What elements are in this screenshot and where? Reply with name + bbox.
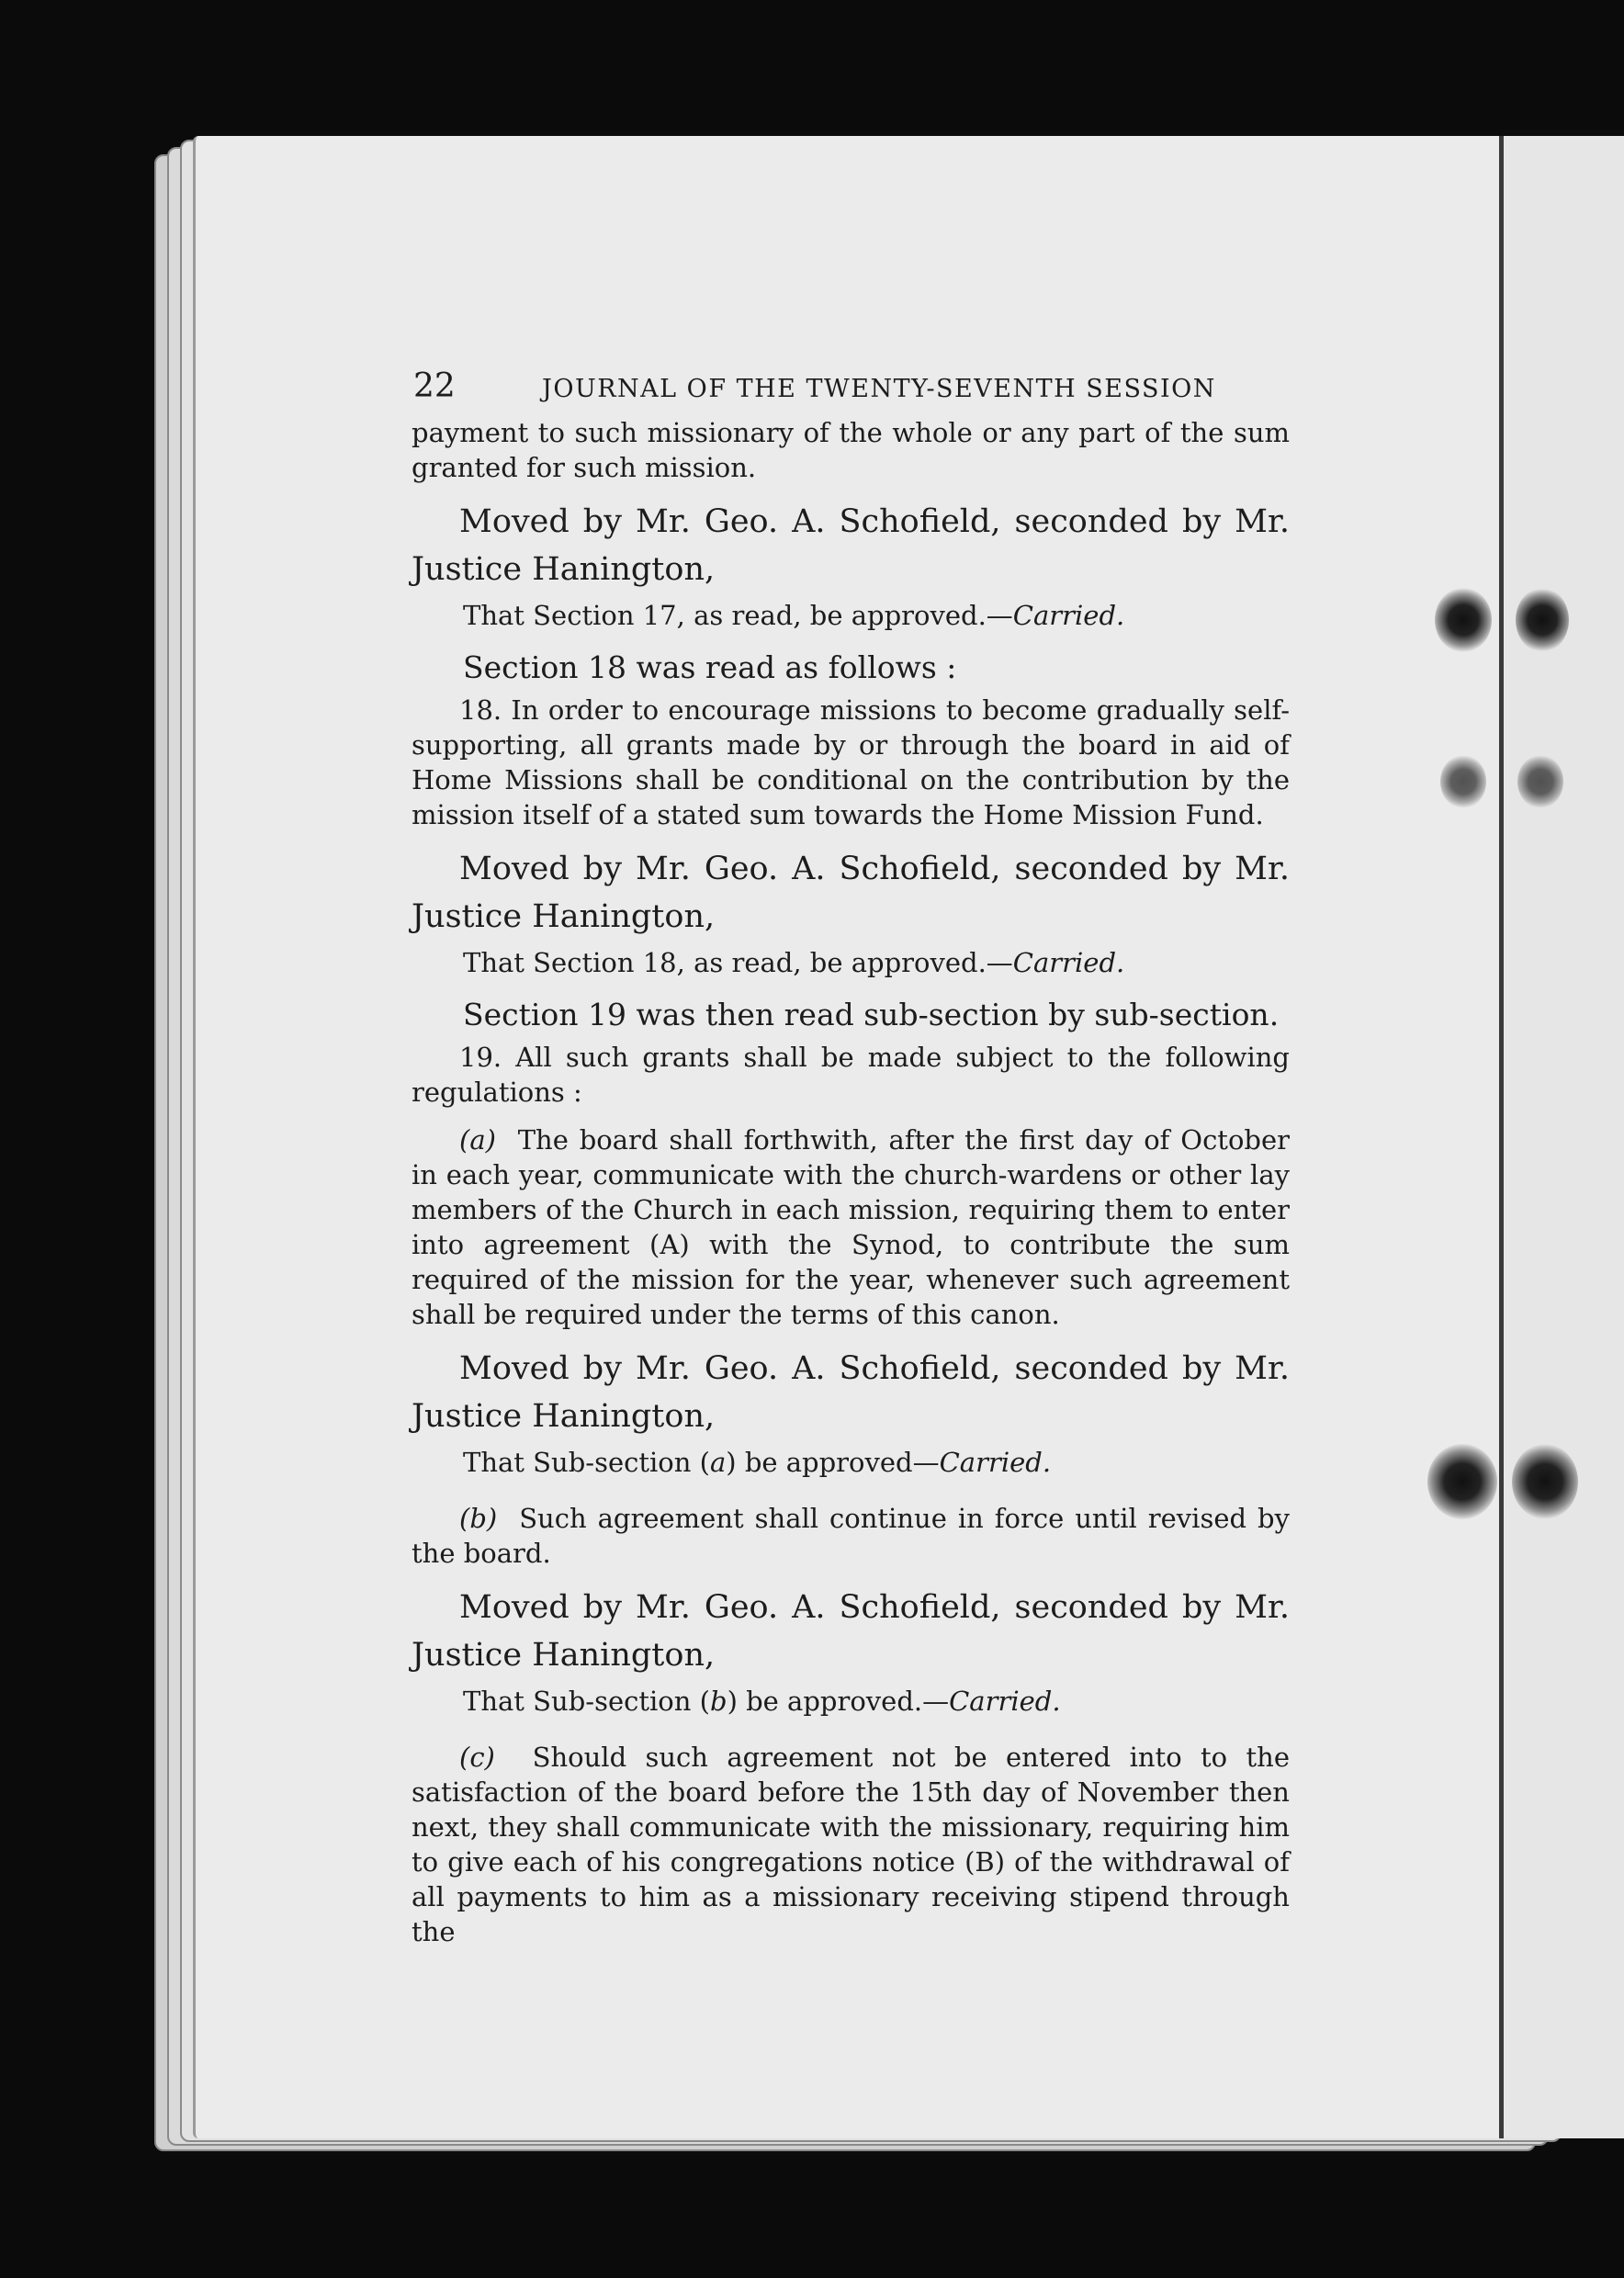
punch-hole <box>1516 588 1569 652</box>
facing-page-edge <box>1499 136 1624 2138</box>
resolution: That Sub-section (a) be approved—Carried. <box>463 1447 1052 1478</box>
punch-hole <box>1435 588 1492 652</box>
resolution-result: Carried. <box>939 1447 1052 1478</box>
punch-hole <box>1440 755 1486 808</box>
motion-paragraph: Moved by Mr. Geo. A. Schofield, seconded by Mr. Justice Hanington, <box>412 851 1290 935</box>
motion-paragraph: Moved by Mr. Geo. A. Schofield, seconded by Mr. Justice Hanington, <box>412 503 1290 588</box>
subsection-paragraph: (a) The board shall forthwith, after the first day of October in each year, communicate with the church-wardens or other lay members of the Church in each mission, requiring them to enter into agreement (A) with the Synod, to contribute the sum required of the mission for the year, whenever such agreement shall be required under the terms of this canon. <box>412 1124 1291 1330</box>
resolution: That Sub-section (b) be approved.—Carried. <box>463 1686 1061 1717</box>
resolution: That Section 18, as read, be approved.—Carried. <box>463 947 1125 978</box>
section-paragraph: 19. All such grants shall be made subject to the following regulations : <box>412 1042 1290 1108</box>
subsection-label: (b) <box>459 1503 498 1534</box>
subsection-label: (a) <box>459 1124 496 1156</box>
subsection-paragraph: (b) Such agreement shall continue in force until revised by the board. <box>412 1503 1290 1569</box>
page-text <box>412 367 1290 1949</box>
resolution-result: Carried. <box>949 1686 1061 1717</box>
punch-hole <box>1427 1444 1497 1519</box>
section-heading: Section 19 was then read sub-section by sub-section. <box>463 997 1280 1032</box>
motion-paragraph: Moved by Mr. Geo. A. Schofield, seconded by Mr. Justice Hanington, <box>412 1589 1290 1674</box>
resolution-result: Carried. <box>1012 600 1125 631</box>
resolution: That Section 17, as read, be approved.—Carried. <box>463 600 1125 631</box>
resolution-result: Carried. <box>1012 947 1125 978</box>
page-number: 22 <box>413 367 456 405</box>
running-header <box>412 367 1290 415</box>
motion-paragraph: Moved by Mr. Geo. A. Schofield, seconded by Mr. Justice Hanington, <box>412 1350 1290 1435</box>
subsection-label: (c) <box>459 1742 495 1773</box>
punch-hole <box>1512 1444 1578 1519</box>
section-paragraph: 18. In order to encourage missions to become gradually self-supporting, all grants made by or through the board in aid of Home Missions shall be conditional on the contribution by the mission itself of a stated sum towards the Home Mission Fund. <box>412 694 1290 830</box>
running-title: JOURNAL OF THE TWENTY-SEVENTH SESSION <box>542 375 1216 403</box>
subsection-paragraph: (c) Should such agreement not be entered into to the satisfaction of the board before the 15th day of November then next, they shall communicate with the missionary, requiring him to give each of his congregations notice (B) of the withdrawal of all payments to him as a missionary receiving stipend through the <box>412 1742 1290 1947</box>
section-heading: Section 18 was read as follows : <box>463 649 957 685</box>
punch-hole <box>1517 755 1563 808</box>
continuation-paragraph: payment to such missionary of the whole or any part of the sum granted for such mission. <box>412 417 1290 483</box>
